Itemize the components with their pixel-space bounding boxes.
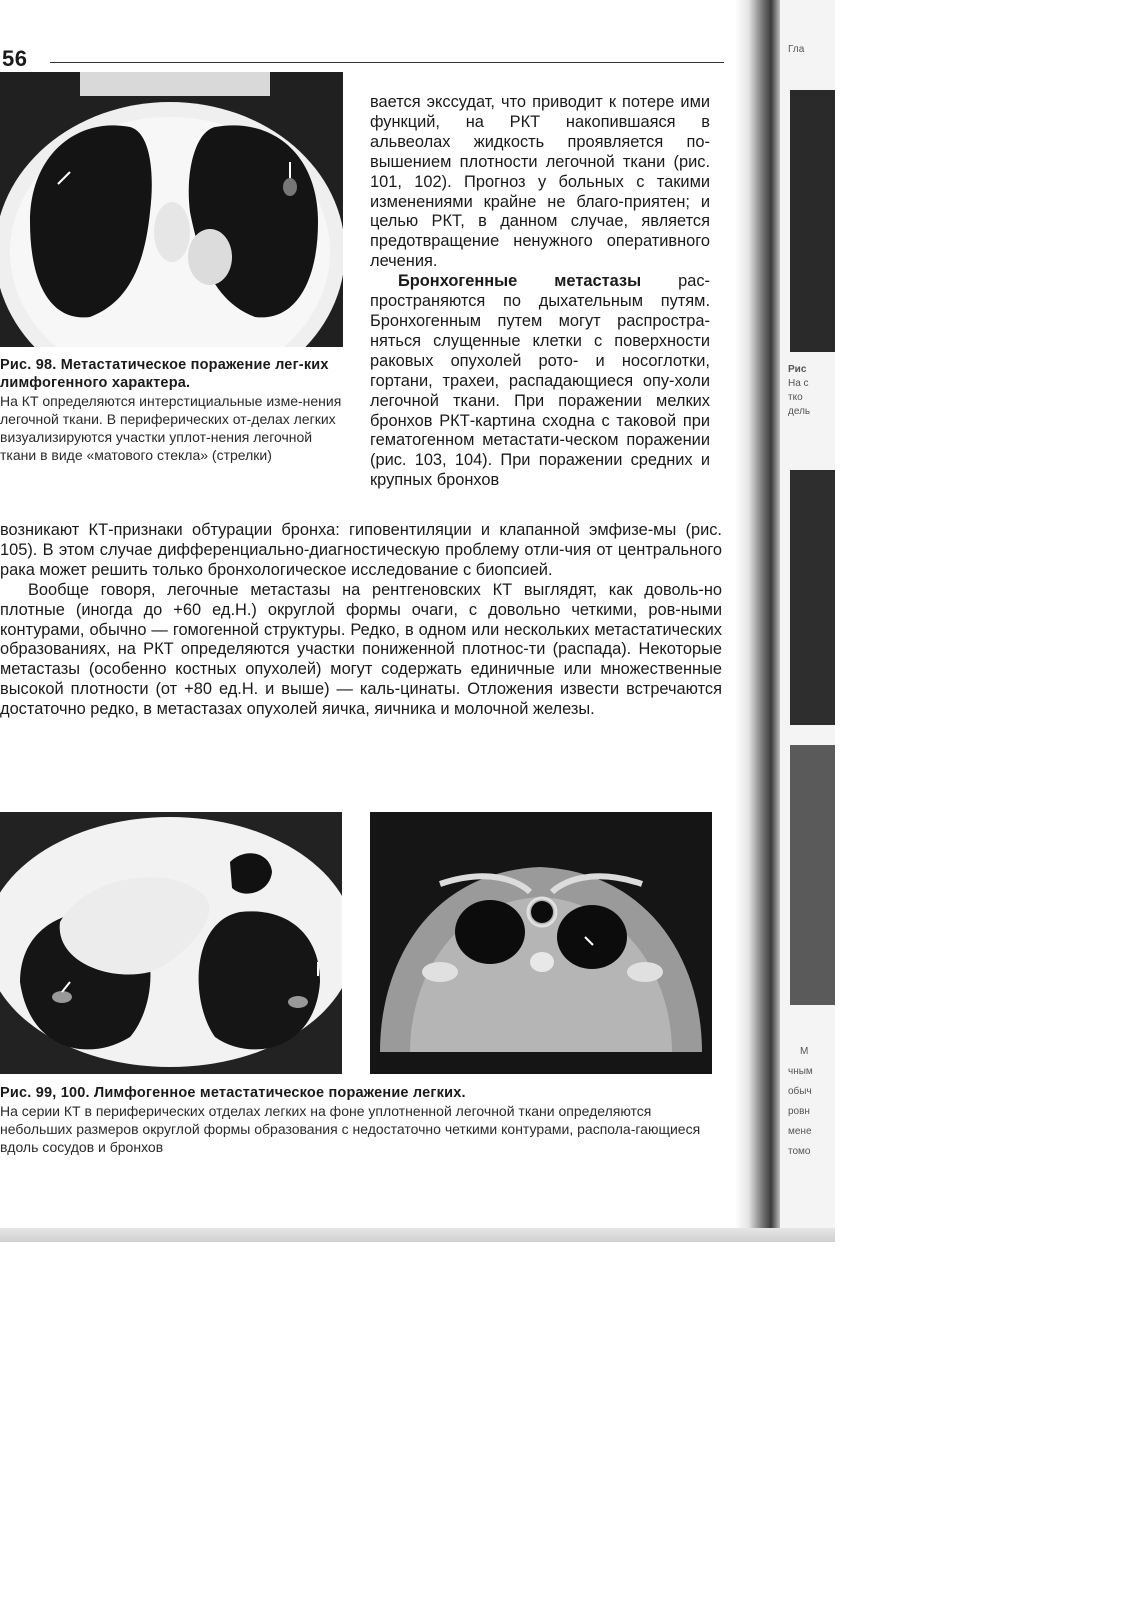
caption-fig98 xyxy=(0,356,345,464)
body-column xyxy=(370,93,710,491)
caption-fig98-text: На КТ определяются интерстициальные изме-нения легочной ткани. В периферических от-делах легких визуализируются участки уплот-нения легочной ткани в виде «матового стекла» (стрелки) xyxy=(0,393,342,463)
full-width-text xyxy=(0,521,722,720)
right-page-text-4: ровн xyxy=(788,1106,810,1117)
right-page-image-2 xyxy=(790,470,835,725)
right-page-image-3 xyxy=(790,745,835,1005)
right-page-caption-3: тко xyxy=(788,392,803,403)
caption-fig99-100 xyxy=(0,1084,714,1156)
bold-term: Бронхогенные метастазы xyxy=(398,272,642,291)
column-paragraph-2 xyxy=(370,272,710,491)
right-page-caption-1: Рис xyxy=(788,364,807,375)
caption-fig99-100-title: Рис. 99, 100. Лимфогенное метастатическое поражение легких. xyxy=(0,1085,466,1101)
full-paragraph-2: Вообще говоря, легочные метастазы на рентгеновских КТ выглядят, как доволь-но плотные (иногда до +60 ед.Н.) округлой формы очаги, с довольно четкими, ров-ными контурами, обычно — гомогенной структуры. Редко, в одном или нескольких метастатических образованиях, на РКТ определяются участки пониженной плотнос-ти (распада). Некоторые метастазы (особенно костных опухолей) могут содержать единичные или множественные высокой плотности (от +80 ед.Н. и выше) — каль-цинаты. Отложения извести встречаются достаточно редко, в метастазах опухолей яичка, яичника и молочной железы. xyxy=(0,580,722,719)
right-page-text-6: томо xyxy=(788,1146,811,1157)
right-page-image-1 xyxy=(790,90,835,352)
right-page-caption-4: дель xyxy=(788,406,811,417)
ct-image-fig99 xyxy=(0,812,342,1074)
column-paragraph-1: вается экссудат, что приводит к потере ими функций, на РКТ накопившаяся в альвеолах жидкость проявляется по-вышением плотности легочной ткани (рис. 101, 102). Прогноз у больных с такими изменениями крайне не благо-приятен; и целью РКТ, в данном случае, является предотвращение ненужного оперативного лечения. xyxy=(370,93,710,271)
right-page-header: Гла xyxy=(788,44,805,55)
right-page-text-5: мене xyxy=(788,1126,812,1137)
right-page-fragment xyxy=(780,0,835,1240)
book-spine xyxy=(735,0,780,1240)
right-page-text-1: М xyxy=(800,1046,809,1057)
ct-image-fig98 xyxy=(0,72,343,347)
right-page-text-2: чным xyxy=(788,1066,813,1077)
header-rule xyxy=(50,62,724,63)
full-paragraph-1: возникают КТ-признаки обтурации бронха: гиповентиляции и клапанной эмфизе-мы (рис. 105). В этом случае дифференциально-диагностическую проблему отли-чия от центрального рака может решить только бронхологическое исследование с биопсией. xyxy=(0,521,722,579)
right-page-text-3: обыч xyxy=(788,1086,812,1097)
right-page-caption-2: На с xyxy=(788,378,809,389)
column-paragraph-2-text: рас-пространяются по дыхательным путям. Бронхогенным путем могут распростра-няться слущенные клетки с поверхности раковых опухолей рото- и носоглотки, гортани, трахеи, распадающиеся опу-холи легочной ткани. При поражении мелких бронхов РКТ-картина сходна с таковой при гематогенном метастати-ческом поражении (рис. 103, 104). При поражении средних и крупных бронхов xyxy=(370,272,710,490)
ct-image-fig100 xyxy=(370,812,712,1074)
caption-fig99-100-text: На серии КТ в периферических отделах легких на фоне уплотненной легочной ткани определяются небольших размеров округлой формы образования с недостаточно четкими контурами, распола-гающиеся вдоль сосудов и бронхов xyxy=(0,1103,701,1155)
caption-fig98-title: Рис. 98. Метастатическое поражение лег-ких лимфогенного характера. xyxy=(0,357,329,391)
page-number: 56 xyxy=(2,46,28,71)
scan-bottom-edge xyxy=(0,1228,835,1242)
